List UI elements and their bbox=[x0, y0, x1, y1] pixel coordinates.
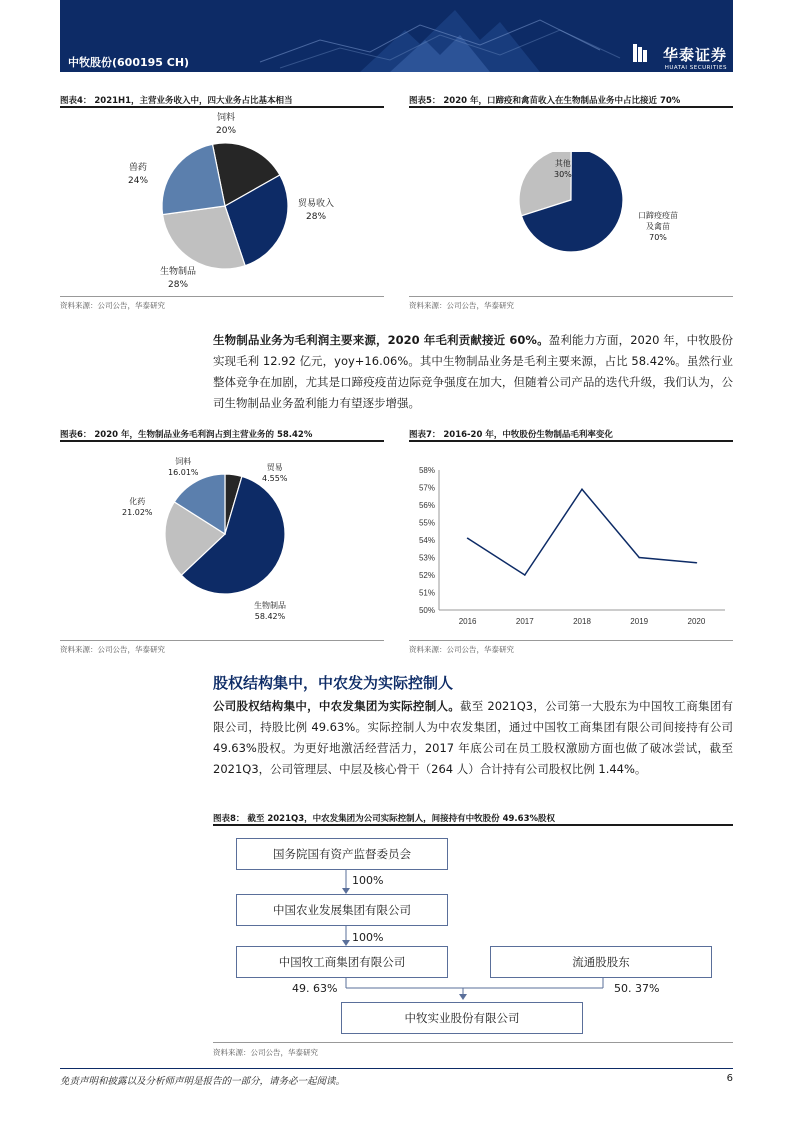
fig7-data-point bbox=[467, 537, 469, 539]
footer-disclaimer: 免责声明和披露以及分析师声明是报告的一部分，请务必一起阅读。 bbox=[60, 1076, 346, 1087]
fig4-label-bio-value: 28% bbox=[168, 280, 189, 290]
fig7-x-tick-label: 2017 bbox=[515, 617, 534, 626]
fig7-x-tick-label: 2020 bbox=[687, 617, 706, 626]
org-box-cahic: 中国牧工商集团有限公司 bbox=[236, 946, 448, 978]
paragraph-ownership-lead: 公司股权结构集中，中农发集团为实际控制人。 bbox=[213, 699, 460, 713]
fig4-label-vet-value: 24% bbox=[128, 176, 149, 186]
fig4-label-trade-value: 28% bbox=[306, 212, 327, 222]
fig7-y-tick-label: 51% bbox=[418, 588, 435, 598]
header-title: 中牧股份(600195 CH) bbox=[68, 56, 190, 69]
fig4-pie bbox=[150, 138, 300, 278]
fig7-y-tick-label: 57% bbox=[418, 483, 435, 493]
fig7-y-tick-label: 53% bbox=[418, 553, 435, 563]
org-box-float: 流通股股东 bbox=[490, 946, 712, 978]
footer-rule bbox=[60, 1068, 733, 1069]
fig5-label-fmd bbox=[638, 210, 678, 243]
huatai-logo-icon bbox=[633, 44, 647, 62]
brand-name-en: HUATAI SECURITIES bbox=[664, 65, 727, 71]
fig4-pie-slices bbox=[162, 143, 288, 269]
fig5-label-fmd-value: 70% bbox=[649, 233, 667, 242]
fig6-label-trade bbox=[262, 462, 287, 484]
fig5-label-other-value: 30% bbox=[554, 170, 572, 179]
fig5-title: 图表5： 2020 年，口蹄疫和禽苗收入在生物制品业务中占比接近 70% bbox=[409, 96, 681, 106]
fig4-label-trade bbox=[298, 198, 334, 224]
org-box-cnadc: 中国农业发展集团有限公司 bbox=[236, 894, 448, 926]
fig8-title: 图表8： 截至 2021Q3，中农发集团为公司实际控制人，间接持有中牧股份 49.63%股权 bbox=[213, 814, 555, 824]
fig4-label-feed bbox=[216, 112, 236, 138]
fig5-label-fmd-name: 口蹄疫疫苗 及禽苗 bbox=[638, 211, 678, 231]
fig7-y-tick-label: 58% bbox=[418, 466, 435, 475]
fig7-y-tick-label: 55% bbox=[418, 518, 435, 528]
fig5-label-other-name: 其他 bbox=[554, 159, 571, 168]
org-box-sasac: 国务院国有资产监督委员会 bbox=[236, 838, 448, 870]
fig7-data-point bbox=[581, 488, 583, 490]
fig7-title: 图表7： 2016-20 年，中牧股份生物制品毛利率变化 bbox=[409, 430, 613, 440]
org-pct-cnadc-cahic: 100% bbox=[352, 931, 384, 944]
fig6-label-trade-value: 4.55% bbox=[262, 474, 288, 483]
paragraph-gross-profit bbox=[213, 330, 733, 414]
fig4-label-feed-name: 饲料 bbox=[217, 113, 236, 123]
fig7-y-tick-label: 50% bbox=[418, 606, 435, 615]
fig7-x-tick-label: 2018 bbox=[573, 617, 591, 626]
fig5-bottom-rule bbox=[409, 296, 733, 297]
fig6-label-feed-name: 饲料 bbox=[175, 457, 192, 466]
fig4-label-bio-name: 生物制品 bbox=[160, 267, 197, 277]
fig7-source: 资料来源：公司公告，华泰研究 bbox=[409, 645, 514, 654]
fig7-y-tick-label: 56% bbox=[418, 501, 435, 510]
paragraph-ownership-body: 截至 2021Q3，公司第一大股东为中国牧工商集团有限公司，持股比例 49.63%。实际控制人为中农发集团，通过中国牧工商集团有限公司间接持有公司 49.63%股权。为更好地激活经营活力，2017 年底公司在员工股权激励方面也做了破冰尝试，截至 2021Q3，公司管理层、中层及核心骨干（264 人）合计持有公司股权比例 1.44%。 bbox=[213, 699, 733, 776]
fig4-label-feed-value: 20% bbox=[216, 126, 237, 136]
fig6-label-bio-name: 生物制品 bbox=[254, 601, 286, 610]
fig7-x-tick-label: 2019 bbox=[630, 617, 649, 626]
fig6-label-bio-value: 58.42% bbox=[254, 612, 286, 621]
fig5-source: 资料来源：公司公告，华泰研究 bbox=[409, 301, 514, 310]
fig7-y-tick-label: 54% bbox=[418, 536, 435, 545]
fig6-label-chem bbox=[122, 496, 153, 518]
fig6-label-feed-value: 16.01% bbox=[168, 468, 199, 477]
org-pct-sasac-cnadc: 100% bbox=[352, 874, 384, 887]
brand bbox=[663, 44, 727, 71]
fig6-title: 图表6： 2020 年，生物制品业务毛利润占到主营业务的 58.42% bbox=[60, 430, 313, 440]
fig7-x-tick-label: 2016 bbox=[458, 617, 477, 626]
paragraph-gross-profit-lead: 生物制品业务为毛利润主要来源，2020 年毛利贡献接近 60%。 bbox=[213, 333, 549, 347]
paragraph-gross-profit-body: 盈利能力方面，2020 年，中牧股份实现毛利 12.92 亿元，yoy+16.06%。其中生物制品业务是毛利主要来源，占比 58.42%。虽然行业整体竞争在加剧，尤其是口蹄疫疫苗边际竞争强度在加大，但随着公司产品的迭代升级，我们认为，公司生物制品业务盈利能力有望逐步增强。 bbox=[213, 333, 733, 410]
page-number: 6 bbox=[726, 1073, 733, 1084]
fig6-pie bbox=[155, 472, 295, 612]
paragraph-ownership bbox=[213, 696, 733, 780]
fig6-source: 资料来源：公司公告，华泰研究 bbox=[60, 645, 165, 654]
fig4-label-vet bbox=[128, 162, 148, 188]
fig4-title: 图表4： 2021H1，主营业务收入中，四大业务占比基本相当 bbox=[60, 96, 293, 106]
fig6-label-chem-name: 化药 bbox=[129, 497, 146, 506]
fig6-bottom-rule bbox=[60, 640, 384, 641]
fig7-title-rule bbox=[409, 440, 733, 442]
fig8-title-rule bbox=[213, 824, 733, 826]
brand-name-cn: 华泰证券 bbox=[662, 46, 727, 64]
fig6-pie-slices bbox=[165, 474, 288, 594]
fig4-label-trade-name: 贸易收入 bbox=[298, 199, 335, 209]
fig4-label-vet-name: 兽药 bbox=[129, 163, 148, 173]
fig6-label-trade-name: 贸易 bbox=[266, 463, 283, 472]
fig5-title-rule bbox=[409, 106, 733, 108]
fig7-data-point bbox=[638, 557, 640, 559]
fig6-label-feed bbox=[168, 456, 199, 478]
fig8-bottom-rule bbox=[213, 1042, 733, 1043]
fig6-title-rule bbox=[60, 440, 384, 442]
org-box-company: 中牧实业股份有限公司 bbox=[341, 1002, 583, 1034]
org-pct-left: 49. 63% bbox=[292, 982, 338, 995]
fig8-source: 资料来源：公司公告，华泰研究 bbox=[213, 1048, 318, 1057]
fig7-y-tick-label: 52% bbox=[418, 571, 435, 580]
fig7-bottom-rule bbox=[409, 640, 733, 641]
fig6-label-bio bbox=[254, 600, 286, 622]
fig7-line-chart bbox=[409, 460, 733, 632]
fig7-data-point bbox=[524, 574, 526, 576]
section-heading: 股权结构集中，中农发为实际控制人 bbox=[213, 674, 454, 692]
fig4-label-bio bbox=[160, 266, 196, 292]
fig4-title-rule bbox=[60, 106, 384, 108]
org-pct-right: 50. 37% bbox=[614, 982, 660, 995]
fig4-source: 资料来源：公司公告，华泰研究 bbox=[60, 301, 165, 310]
fig6-label-chem-value: 21.02% bbox=[122, 508, 153, 517]
fig7-series-line bbox=[468, 489, 697, 575]
fig4-bottom-rule bbox=[60, 296, 384, 297]
fig7-data-point bbox=[696, 562, 698, 564]
fig5-label-other bbox=[554, 158, 572, 180]
